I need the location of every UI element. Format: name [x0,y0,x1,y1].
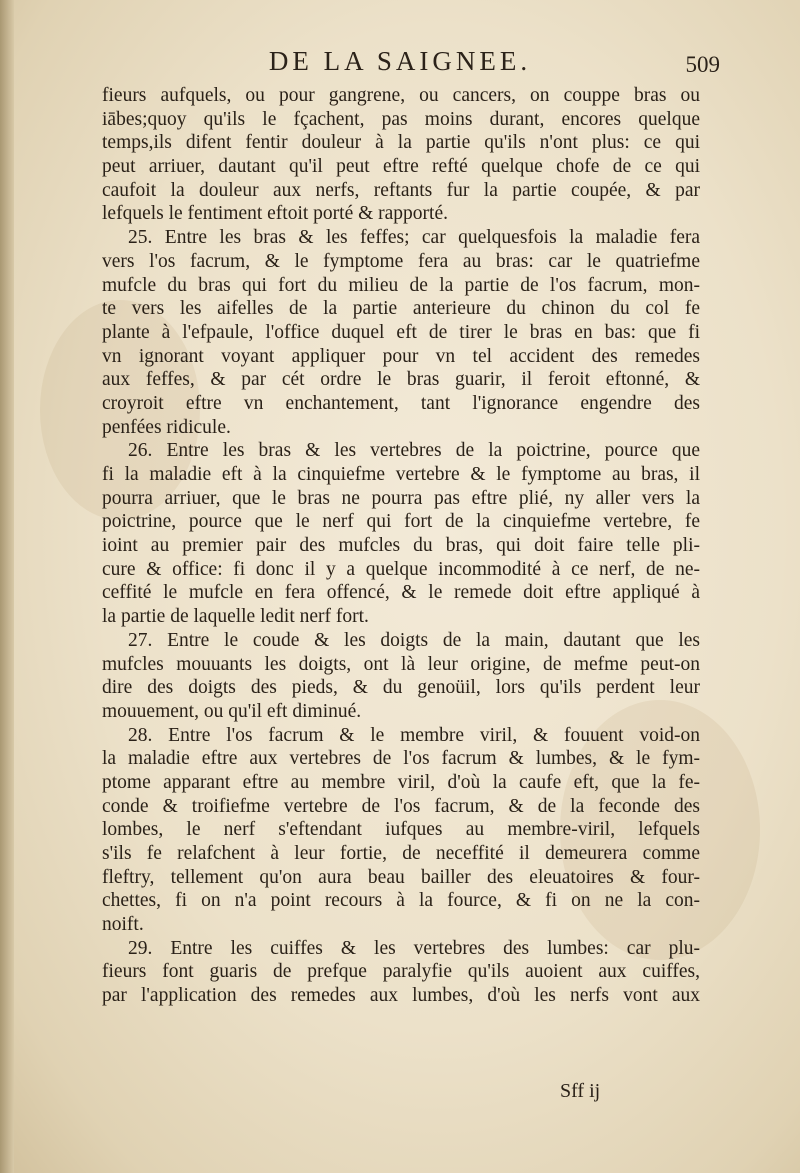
text-line: aux feffes, & par cét ordre le bras guarir, il feroit eftonné, & [102,369,700,391]
text-line: mufcle du bras qui fort du milieu de la partie de l'os facrum, mon- [102,274,700,296]
text-line: chettes, fi on n'a point recours à la fource, & fi on ne la con- [102,890,700,912]
text-line: temps,ils difent fentir douleur à la partie qu'ils n'ont plus: ce qui [102,132,700,154]
text-line: 28. Entre l'os facrum & le membre viril, & fouuent void-on [128,724,700,746]
text-line: fi la maladie eft à la cinquiefme vertebre & le fymptome au bras, il [102,464,700,485]
running-title: DE LA SAIGNEE. [268,46,532,76]
text-line: dire des doigts des pieds, & du genoüil, lors qu'ils perdent leur [102,677,700,699]
text-line: par l'application des remedes aux lumbes, d'où les nerfs vont aux [102,985,700,1007]
text-line: mouuement, ou qu'il eft diminué. [102,700,362,722]
text-line: vers l'os facrum, & le fymptome fera au bras: car le quatriefme [102,250,700,272]
signature-mark: Sff ij [560,1080,601,1102]
text-line: fieurs font guaris de prefque paralyfie qu'ils auoient aux cuiffes, [102,961,700,983]
text-line: s'ils fe relafchent à leur fortie, de neceffité il demeurera comme [102,843,700,864]
text-line: 27. Entre le coude & les doigts de la main, dautant que les [128,629,700,651]
text-line: 26. Entre les bras & les vertebres de la poictrine, pource que [128,440,700,462]
text-line: pourra arriuer, que le bras ne pourra pas eftre plié, ny aller vers la [102,487,700,509]
text-line: cure & office: fi donc il y a quelque incommodité à ce nerf, de ne- [102,558,700,580]
text-line: ioint au premier pair des mufcles du bras, qui doit faire telle pli- [102,535,700,557]
page-number: 509 [685,52,720,77]
text-line: poictrine, pource que le nerf qui fort de la cinquiefme vertebre, fe [102,511,700,533]
text-line: la partie de laquelle ledit nerf fort. [102,606,369,628]
text-line: peut arriuer, dautant qu'il peut eftre refté quelque chofe de ce qui [102,156,700,178]
text-line: lefquels le fentiment eftoit porté & rapporté. [102,203,449,225]
text-line: la maladie eftre aux vertebres de l'os facrum & lumbes, & le fym- [102,748,700,770]
text-line: vn ignorant voyant appliquer pour vn tel accident des remedes [102,345,700,367]
page-footer [560,1080,680,1108]
text-line: ptome apparant eftre au membre viril, d'où la caufe eft, que la fe- [102,771,700,793]
text-line: lombes, le nerf s'eftendant iufques au membre-viril, lefquels [102,819,700,841]
text-line: plante à l'efpaule, l'office duquel eft de tirer le bras en bas: que fi [102,321,700,343]
text-line: te vers les aifelles de la partie anterieure du chinon du col fe [102,298,700,320]
text-line: croyroit eftre vn enchantement, tant l'ignorance engendre des [102,392,700,414]
text-line: fleftry, tellement qu'on aura beau bailler des eleuatoires & four- [102,866,700,888]
text-line: iābes;quoy qu'ils le fçachent, pas moins durant, encores quelque [102,108,700,130]
text-line: conde & troifiefme vertebre de l'os facrum, & de la feconde des [102,795,700,817]
body-text [102,84,700,1008]
binding-gutter [0,0,14,1173]
text-line: noift. [102,914,144,936]
text-line: mufcles mouuants les doigts, ont là leur origine, de mefme peut-on [102,653,700,675]
text-line: 25. Entre les bras & les feffes; car quelquesfois la maladie fera [128,227,700,249]
text-line: fieurs aufquels, ou pour gangrene, ou cancers, on couppe bras ou [102,85,700,106]
page-header [80,46,720,86]
text-line: 29. Entre les cuiffes & les vertebres des lumbes: car plu- [128,937,700,959]
text-line: caufoit la douleur aux nerfs, reftants fur la partie coupée, & par [102,179,700,201]
text-line: penfées ridicule. [102,416,231,438]
text-line: ceffité le mufcle en fera offencé, & le remede doit eftre appliqué à [102,582,700,604]
